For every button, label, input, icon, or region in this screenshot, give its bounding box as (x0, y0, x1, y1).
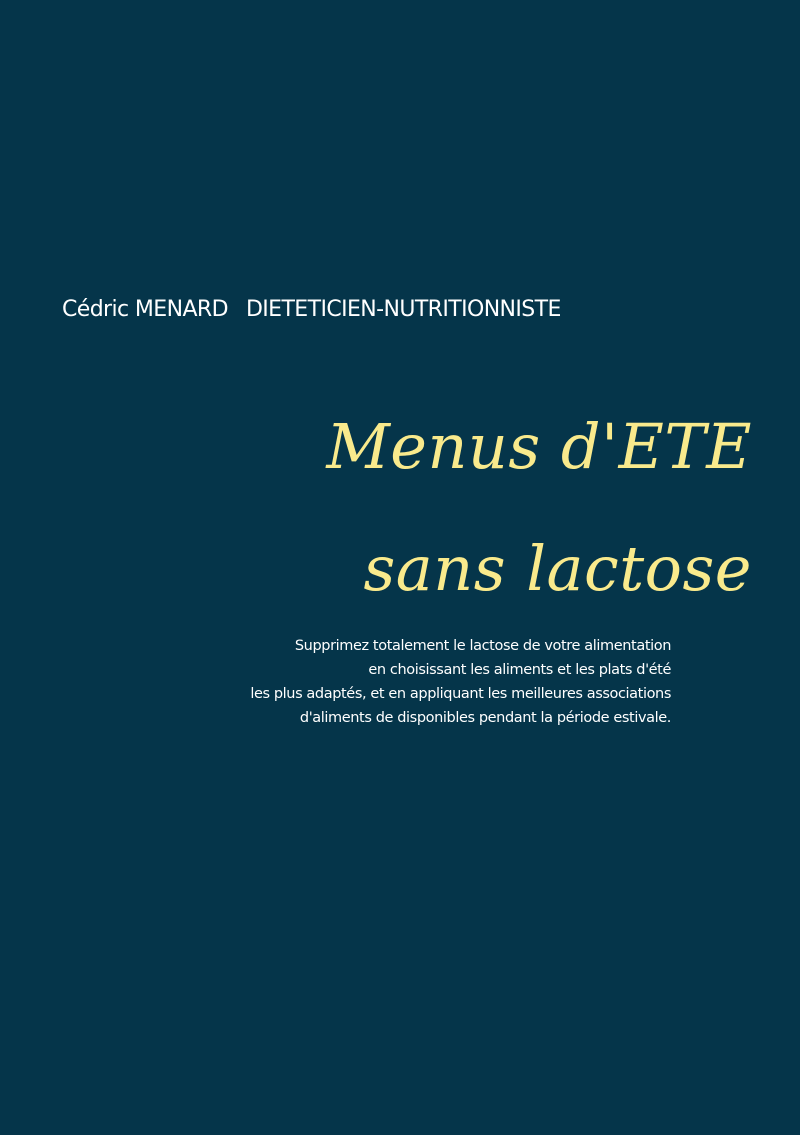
description-line-3: les plus adaptés, et en appliquant les meilleures associations (250, 686, 671, 702)
book-description (111, 634, 671, 730)
book-title (52, 386, 752, 630)
description-line-1: Supprimez totalement le lactose de votre alimentation (294, 638, 671, 654)
title-line-2: sans lactose (363, 532, 752, 605)
description-line-2: en choisissant les aliments et les plats d'été (368, 662, 671, 678)
author-line (62, 292, 762, 328)
title-line-1: Menus d'ETE (326, 410, 752, 483)
author-profession: DIETETICIEN-NUTRITIONNISTE (245, 297, 561, 322)
description-line-4: d'aliments de disponibles pendant la période estivale. (299, 710, 671, 726)
author-name: Cédric MENARD (62, 297, 228, 322)
